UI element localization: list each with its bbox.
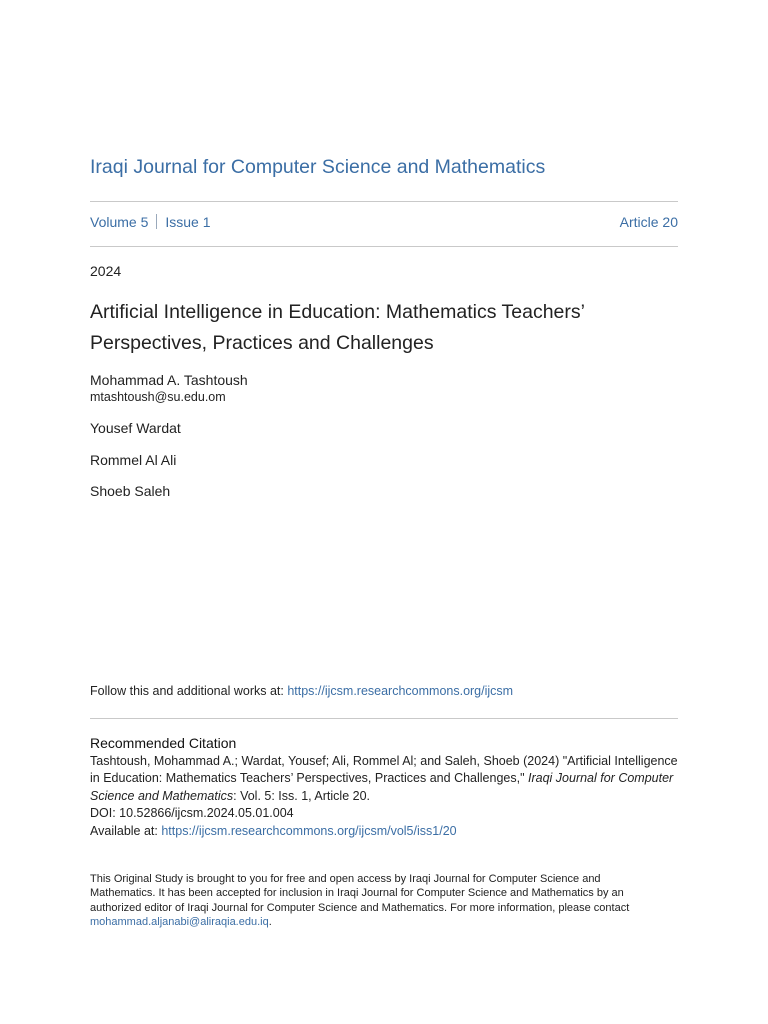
- available-label: Available at:: [90, 823, 162, 838]
- recommended-citation-heading: Recommended Citation: [90, 735, 237, 751]
- top-divider: [90, 201, 678, 202]
- volume-issue-group: [90, 214, 211, 230]
- access-line-1: This Original Study is brought to you for free and open access by Iraqi Journal for Computer Science and: [90, 873, 601, 885]
- article-title: [90, 297, 678, 359]
- citation-journal-part-2: Science and Mathematics: [90, 788, 234, 803]
- citation-journal-part-1: Iraqi Journal for Computer: [528, 771, 674, 786]
- contact-email-link[interactable]: mohammad.aljanabi@aliraqia.edu.iq: [90, 916, 269, 929]
- article-number-link[interactable]: Article 20: [619, 214, 678, 230]
- author-name: Shoeb Saleh: [90, 483, 171, 499]
- volume-link[interactable]: Volume 5: [90, 214, 149, 230]
- article-title-line-1: Artificial Intelligence in Education: Mathematics Teachers’: [90, 301, 585, 323]
- citation-volume-info: : Vol. 5: Iss. 1, Article 20.: [233, 788, 371, 803]
- access-line-4: [90, 915, 678, 929]
- article-title-line-2: Perspectives, Practices and Challenges: [90, 332, 434, 354]
- publication-year: 2024: [90, 263, 122, 279]
- citation-divider: [90, 718, 678, 719]
- follow-url-link[interactable]: https://ijcsm.researchcommons.org/ijcsm: [287, 684, 514, 698]
- access-line-2: Mathematics. It has been accepted for inclusion in Iraqi Journal for Computer Science and Mathematics by an: [90, 887, 624, 900]
- journal-title-link[interactable]: Iraqi Journal for Computer Science and Mathematics: [90, 156, 546, 178]
- citation-available-line: [90, 823, 678, 840]
- issue-divider: [90, 246, 678, 247]
- citation-block: [90, 753, 678, 840]
- author-name: Yousef Wardat: [90, 420, 181, 436]
- citation-line-3: [90, 788, 678, 805]
- author-name: Rommel Al Ali: [90, 452, 177, 468]
- citation-line-2: [90, 770, 678, 787]
- issue-link[interactable]: Issue 1: [165, 214, 211, 230]
- access-end-punctuation: .: [268, 916, 272, 929]
- issue-bar: [90, 214, 678, 232]
- follow-text: Follow this and additional works at:: [90, 684, 288, 698]
- citation-title-text: in Education: Mathematics Teachers’ Perspectives, Practices and Challenges,": [90, 771, 528, 786]
- author-email[interactable]: mtashtoush@su.edu.om: [90, 390, 226, 404]
- open-access-notice: [90, 872, 678, 930]
- available-url-link[interactable]: https://ijcsm.researchcommons.org/ijcsm/vol5/iss1/20: [161, 823, 457, 838]
- volume-issue-separator: [156, 214, 157, 229]
- author-name: Mohammad A. Tashtoush: [90, 372, 248, 388]
- citation-line-1: Tashtoush, Mohammad A.; Wardat, Yousef; Ali, Rommel Al; and Saleh, Shoeb (2024) "Artificial Intelligence: [90, 754, 678, 768]
- citation-doi: DOI: 10.52866/ijcsm.2024.05.01.004: [90, 806, 294, 821]
- follow-line: [90, 684, 513, 698]
- access-line-3: authorized editor of Iraqi Journal for Computer Science and Mathematics. For more information, please contact: [90, 901, 630, 914]
